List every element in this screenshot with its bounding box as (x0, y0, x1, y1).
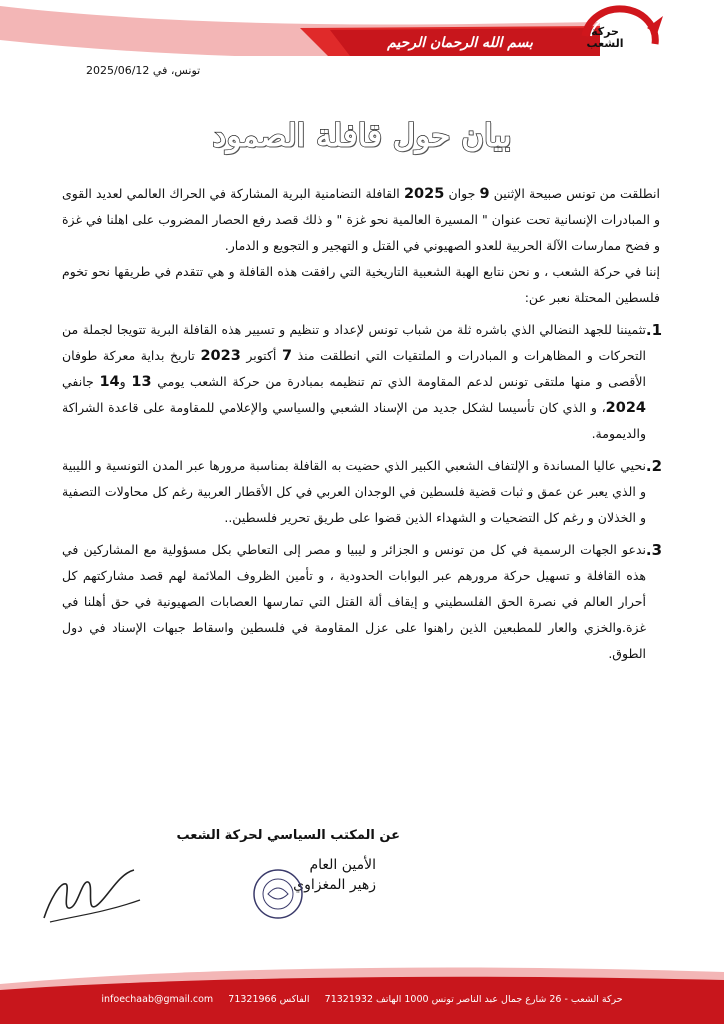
footer-red-wave (0, 962, 724, 1024)
point-date: 2023 (200, 348, 241, 364)
footer-band (0, 962, 724, 1024)
statement-body (62, 181, 660, 673)
page-title: بيان حول قافلة الصمود (212, 118, 512, 154)
point-text: أكتوبر (240, 348, 282, 363)
intro-paragraph-2: إننا في حركة الشعب ، و نحن نتابع الهبة الشعبية التاريخية التي رافقت هذه القافلة و هي تتقدم في طريقها نحو تخوم فلسطين المحتلة نعبر عن: (62, 264, 660, 305)
party-stamp (252, 868, 304, 920)
signature-office: عن المكتب السياسي لحركة الشعب (176, 828, 400, 843)
intro-text: جوان (444, 186, 480, 201)
footer-contact (0, 994, 724, 1005)
intro-paragraph-1 (62, 181, 660, 259)
points-list (62, 317, 660, 667)
point-text: تثميننا للجهد النضالي الذي باشره ثلة من شباب تونس لإعداد و تنظيم و تسيير هذه القافلة البرية تتويجا لجملة من التحركات و المظاهرات و المبادرات و الملتقيات التي انطلقت منذ (62, 322, 646, 363)
point-text: ، و الذي كان تأسيسا لشكل جديد من الإسناد الشعبي والسياسي والإعلامي للمقاومة على قاعدة الشراكة والديمومة. (62, 400, 646, 441)
intro-text: القافلة التضامنية البرية المشاركة في الحراك العالمي لعديد القوى و المبادرات الإنسانية تحت عنوان " المسيرة العالمية نحو غزة " و ذلك قصد رفع الحصار المضروب على اهلنا في غزة و فضح ممارسات الآلة الحربية للعدو الصهيوني في القتل و التهجير و التجويع و الدمار. (62, 186, 660, 253)
signature-name: زهير المغزاوي (293, 877, 376, 893)
point-number: 2. (645, 457, 662, 475)
point-date: 2024 (605, 400, 646, 416)
logo-text-line1: حركة (591, 25, 619, 38)
footer-address: حركة الشعب - 26 شارع جمال عبد الناصر تونس 1000 الهاتف 71321932 (324, 994, 623, 1005)
handwritten-signature (36, 860, 146, 930)
list-item (62, 453, 662, 531)
point-text: و (119, 374, 132, 389)
footer-fax: الفاكس 71321966 (228, 994, 310, 1005)
logo-text (580, 26, 630, 50)
point-text: جانفي (62, 374, 100, 389)
date-line: تونس، في 2025/06/12 (86, 64, 201, 77)
list-item (62, 537, 662, 667)
point-text: ندعو الجهات الرسمية في كل من تونس و الجزائر و ليبيا و مصر إلى التعاطي بكل مسؤولية مع المشاركين في هذه القافلة و تسهيل حركة مرورهم عبر البوابات الحدودية ، و تأمين الظروف الملائمة لهم قصد مشاركتهم كل أحرار العالم في نصرة الحق الفلسطيني و إيقاف ألة القتل التي تمارسها العصابات الصهيونية في حق أهلنا في غزة.والخزي والعار للمطبعين الذين راهنوا على عزل المقاومة في فلسطين واسقاط جبهات الإسناد في دول الطوق. (62, 542, 646, 661)
basmala: بسم الله الرحمان الرحيم (387, 35, 533, 51)
point-number: 1. (645, 321, 662, 339)
footer-email: infoechaab@gmail.com (101, 994, 214, 1005)
intro-text: انطلقت من تونس صبيحة الإثنين (489, 186, 660, 201)
point-date: 7 (281, 348, 293, 364)
intro-year: 2025 (403, 186, 445, 202)
point-number: 3. (645, 541, 662, 559)
intro-day: 9 (479, 186, 490, 202)
list-item (62, 317, 662, 447)
signature-role: الأمين العام (309, 857, 376, 873)
point-text: نحيي عاليا المساندة و الإلتفاف الشعبي الكبير الذي حضيت به القافلة بمناسبة مرورها عبر المدن التونسية و الليبية و الذي يعبر عن عمق و ثبات قضية فلسطين في الوجدان العربي في كل الأقطار العربية رغم كل محاولات التصفية و الخذلان و رغم كل التضحيات و الشهداء الذين قضوا على طريق تحرير فلسطين.. (62, 458, 646, 525)
logo-text-line2: الشعب (586, 37, 624, 50)
point-date: 13 (131, 374, 152, 390)
point-text: تاريخ بداية معركة طوفان الأقصى و منها ملتقى تونس لدعم المقاومة الذي تم تنظيمه بمبادرة من حركة الشعب يومي (62, 348, 647, 389)
point-date: 14 (99, 374, 120, 390)
